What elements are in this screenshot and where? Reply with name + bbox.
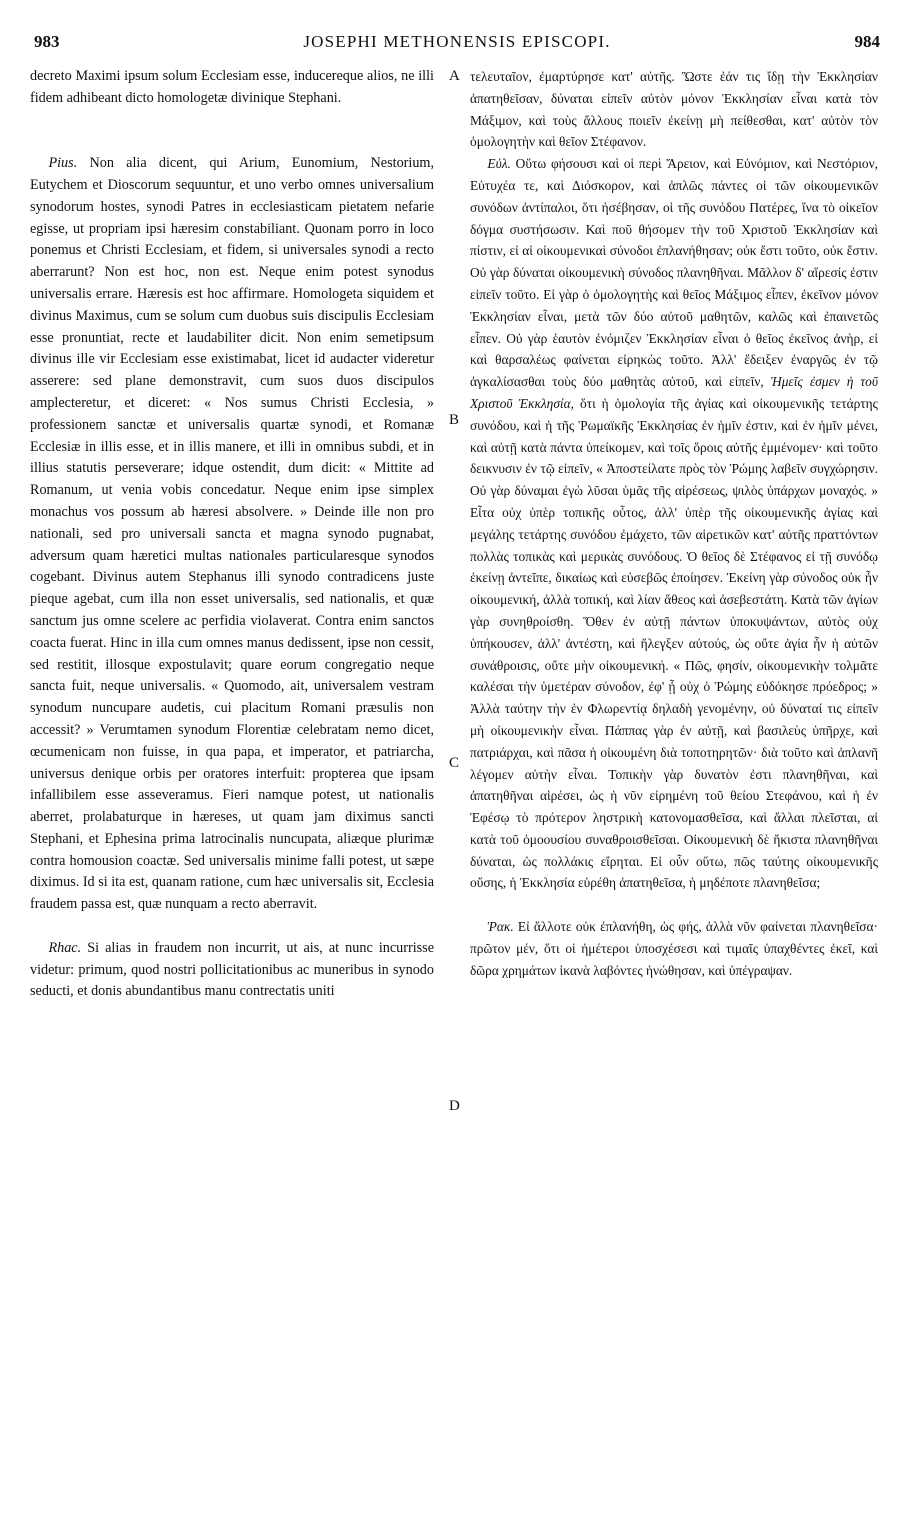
greek-paragraph [470, 153, 878, 894]
greek-column [470, 66, 878, 981]
margin-letter-d: D [449, 1098, 460, 1114]
greek-paragraph-text: Οὕτω φήσουσι καὶ οἱ περὶ Ἄρειον, καὶ Εὐνόμιον, καὶ Νεστόριον, Εὐτυχέα τε, καὶ Διόσκορον, καὶ ἁπλῶς πάντες οἱ τῶν οἰκουμενικῶν συνόδων ἀντίπαλοι, ὅτι ἠσέβησαν, οἱ τῆς συνόδου Πατέρες, ἵνα τὸ οἰκεῖον δόγμα συστήσωσιν. Καὶ ποῦ θήσομεν τὴν τοῦ Χριστοῦ Ἐκκλησίαν καὶ πίστιν, εἰ αἱ οἰκουμενικαὶ σύνοδοι ἐπλανήθησαν; οὐκ ἔστι τοῦτο, οὐκ ἔστιν. Οὐ γὰρ δύναται οἰκουμενικὴ σύνοδος πλανηθῆναι. Μᾶλλον δ' αἵρεσίς ἐστιν εἰπεῖν τοῦτο. Εἰ γὰρ ὁ ὁμολογητὴς καὶ θεῖος Μάξιμος εἶπεν, ἐκεῖνον μόνον Ἐκκλησίαν εἶναι, μετὰ τῶν δύο αὐτοῦ μαθητῶν, καλῶς καὶ ἐπαινετῶς εἶπεν. Οὐ γὰρ ἑαυτὸν ἐνόμιζεν Ἐκκλησίαν εἶναι ὁ θεῖος ἐκεῖνος ἀνὴρ, εἰ καὶ θαρσαλέως φαίνεται εἰρηκὼς τοῦτο. Ἀλλ' ἔδειξεν ἐναργῶς ἐν τῷ ἀγκαλίσασθαι τοὺς δύο μαθητὰς αὐτοῦ, καὶ εἰπεῖν, [470, 156, 878, 390]
margin-letter-c: C [449, 755, 460, 771]
latin-paragraph-text: Non alia dicent, qui Arium, Eunomium, Nestorium, Eutychem et Dioscorum sequuntur, et uno verbo omnes universalium synodorum hostes, synodi Patres in ecclesiasticam pietatem nefarie egisse, ut propriam ipsi hæresim constabiliant. Quonam porro in loco ponemus et Christi Ecclesiam, et fidem, si universales synodi a recto aberrarunt? Non est hoc, non est. Neque enim potest synodus universalis errare. Hæresis est hoc affirmare. Homologeta siquidem et divinus Maximus, cum se solum cum duobus suis discipulis Ecclesiam esse pronuntiat, recte et laudabiliter dicit. Non enim semetipsum divinus ille vir Ecclesiam esse existimabat, licet id audacter videretur asserere: sed plane demonstravit, cum suos duos discipulos amplecteretur, et diceret: « Nos sumus Christi Ecclesia, » professionem sanctæ et universalis quartæ synodi, et Romanæ Ecclesiæ in illis esse, et in illis manere, et illi in omnibus subdi, et in illius statutis perseverare; idque ostendit, dum dicit: « Mittite ad Romanum, ut venia vobis concedatur. Neque enim ipse simplex monachus vos possum ab hæresi absolvere. » Deinde ille non pro nationali, sed pro universali sancta et magna synodo pugnabat, adversum quam hæretici multas nationales particularesque synodos cogebant. Divinus autem Stephanus illi synodo contradicens juste pieque agebat, cum illa non esset universalis, sed nationalis, et quæ sanctum jus omne scelere ac perfidia violaverat. Contra enim sanctos coacta fuerat. Hinc in illa cum omnes manus dedissent, ipse non cessit, sed restitit, illosque expostulavit; quare eorum congregatio neque sancta fuit, neque universalis. « Quomodo, ait, universalem vestram synodum nuncupare audetis, cui placitum Romani præsulis non accessit? » Verumtamen synodum Florentiæ celebratam nemo dicet, œcumenicam non fuisse, in qua papa, et imperator, et patriarcha, universus denique orbis per oratores interfuit: propterea que ipsam infallibilem esse asseveramus. Fieri namque potest, ut nationalis aberret, prolabaturque in hæreses, ut quam jam diximus sancti Stephani, et Ephesina prima latrocinalis nuncupata, aliæque plurimæ contra homousion coactæ. Sed universalis minime falli potest, ut sæpe diximus. Id si ita est, quanam ratione, cum hæc universalis sit, Ecclesia fraudem passa est, quæ nunquam a recto aberravit. [30, 155, 435, 913]
greek-paragraph [470, 916, 878, 981]
latin-paragraph: decreto Maximi ipsum solum Ecclesiam esse, inducereque alios, ne illi fidem adhibeant dicto homologetæ divinique Stephani. [30, 68, 434, 106]
page-number-left: 983 [34, 32, 60, 51]
latin-paragraph [30, 938, 434, 1003]
greek-paragraph-text: Εἰ ἄλλοτε οὐκ ἐπλανήθη, ὡς φής, ἀλλὰ νῦν φαίνεται πλανηθεῖσα· πρῶτον μέν, ὅτι οἱ ἡμέτεροι ὑποσχέσεσι καὶ τιμαῖς ὑπαχθέντες ἐκεῖ, καὶ δῶρα χρημάτων ἱκανὰ λαβόντες ἡνώθησαν, καὶ ὑπέγραψαν. [470, 919, 878, 978]
running-title: JOSEPHI METHONENSIS EPISCOPI. [303, 32, 611, 51]
margin-letter-b: B [449, 412, 460, 428]
speaker-label: Ῥακ. [487, 919, 514, 935]
margin-letter-a: A [449, 68, 460, 84]
page-number-right: 984 [854, 32, 880, 51]
greek-paragraph: τελευταῖον, ἐμαρτύρησε κατ' αὐτῆς. Ὥστε ἐάν τις ἴδῃ τὴν Ἐκκλησίαν ἀπατηθεῖσαν, δύναται εἰπεῖν αὐτὸν μόνον Ἐκκλησίαν εἶναι κατὰ τὸν Μάξιμον, καὶ τοὺς ἄλλους ποιεῖν ἐκείνῃ μὴ πείθεσθαι, κατ' αὐτὸν τὸν ὁμολογητὴν καὶ θεῖον Στέφανον. [470, 69, 878, 150]
speaker-label: Εὐλ. [487, 156, 511, 172]
speaker-label: Pius. [48, 155, 78, 172]
page-header [34, 32, 880, 58]
greek-quote: Ἡμεῖς ἐσμεν ἡ τοῦ Χριστοῦ Ἐκκλησία, [470, 374, 878, 411]
speaker-label: Rhac. [48, 939, 82, 956]
latin-paragraph [30, 153, 434, 916]
latin-column [30, 66, 434, 1003]
latin-paragraph-text: Si alias in fraudem non incurrit, ut ais, at nunc incurrisse videtur: primum, quod nostri pollicitationibus ac muneribus in synodo seducti, et donis abundantibus manu contrectatis uniti [30, 939, 434, 1000]
greek-paragraph-text: ὅτι ἡ ὁμολογία τῆς ἁγίας καὶ οἰκουμενικῆς τετάρτης συνόδου, καὶ ἡ τῆς Ῥωμαϊκῆς Ἐκκλησίας ἐν ἡμῖν ἐστιν, καὶ ἐν ἡμῖν μένει, καὶ αὐτῇ κατὰ πάντα ὑπείκομεν, καὶ τοῖς ὅροις αὐτῆς ἐμμένομεν· καὶ τοῦτο δεικνυσιν ἐν τῷ εἰπεῖν, « Ἀποστείλατε πρὸς τὸν Ῥώμης λαβεῖν συγχώρησιν. Οὐ γὰρ δύναμαι ἐγὼ λῦσαι ὑμᾶς τῆς αἱρέσεως, ψιλὸς ὑπάρχων μοναχός. » Εἶτα οὐχ ὑπὲρ τοπικῆς οὗτος, ἀλλ' ὑπὲρ τῆς οἰκουμενικῆς ἁγίας καὶ μεγάλης τετάρτης συνόδου ἐμάχετο, τῶν αἱρετικῶν κατ' αὐτῆς πραττόντων πολλὰς τοπικὰς καὶ μερικὰς συνόδους. Ὁ θεῖος δὲ Στέφανος εἰ τῇ συνόδῳ ἐκείνῃ ἀντεῖπε, δικαίως καὶ εὐσεβῶς ἐποίησεν. Ἐκείνη γὰρ σύνοδος οὐκ ἦν οἰκουμενική, ἀλλὰ τοπική, καὶ λίαν ἄθεος καὶ ἀσεβεστάτη. Κατὰ τῶν ἁγίων γὰρ συνηθροίσθη. Ὅθεν ἐν αὐτῇ πάντων ὑποκυψάντων, αὐτὸς οὐχ ὑπήκουσεν, ἀλλ' ἀντέστη, καὶ ἤλεγξεν αὐτούς, ὡς οὔτε ἁγία ἦν ἡ αὐτῶν συνάθροισις, οὔτε μὴν οἰκουμενική. « Πῶς, φησίν, οἰκουμενικὴν τολμᾶτε καλέσαι τὴν ὑμετέραν σύνοδον, ἐφ' ᾗ οὐχ ὁ Ῥώμης εὐδόκησε πρόεδρος; » Ἀλλὰ ταύτην τὴν ἐν Φλωρεντίᾳ δηλαδὴ γενομένην, οὐ δύναταί τις εἰπεῖν μὴ οἰκουμενικὴν εἶναι. Πάππας γὰρ ἐν αὐτῇ, καὶ βασιλεὺς ὑπῆρχε, καὶ πατριάρχαι, καὶ πᾶσα ἡ οἰκουμένη διὰ τοποτηρητῶν· διὰ τοῦτο καὶ ἀπλανῆ λέγομεν αὐτὴν εἶναι. Τοπικὴν γὰρ δυνατὸν ἐστι πλανηθῆναι, καὶ ἀπατηθῆναι αἱρέσει, ὡς ἡ νῦν εἰρημένη τοῦ θείου Στεφάνου, καὶ ἡ ἐν Ἐφέσῳ τὸ πρότερον ληστρικὴ κατονομασθεῖσα, καὶ ἄλλαι πλεῖσται, αἱ κατὰ τοῦ ὁμοουσίου συναθροισθεῖσαι. Οἰκουμενικὴ δὲ ἥκιστα πλανηθῆναι δύναται, ὡς πολλάκις εἴρηται. Εἰ οὖν οὕτω, πῶς ταύτης οἰκουμενικῆς οὔσης, ἡ Ἐκκλησία εὑρέθη ἀπατηθεῖσα, ἡ μηδέποτε πλανηθεῖσα; [470, 395, 878, 891]
